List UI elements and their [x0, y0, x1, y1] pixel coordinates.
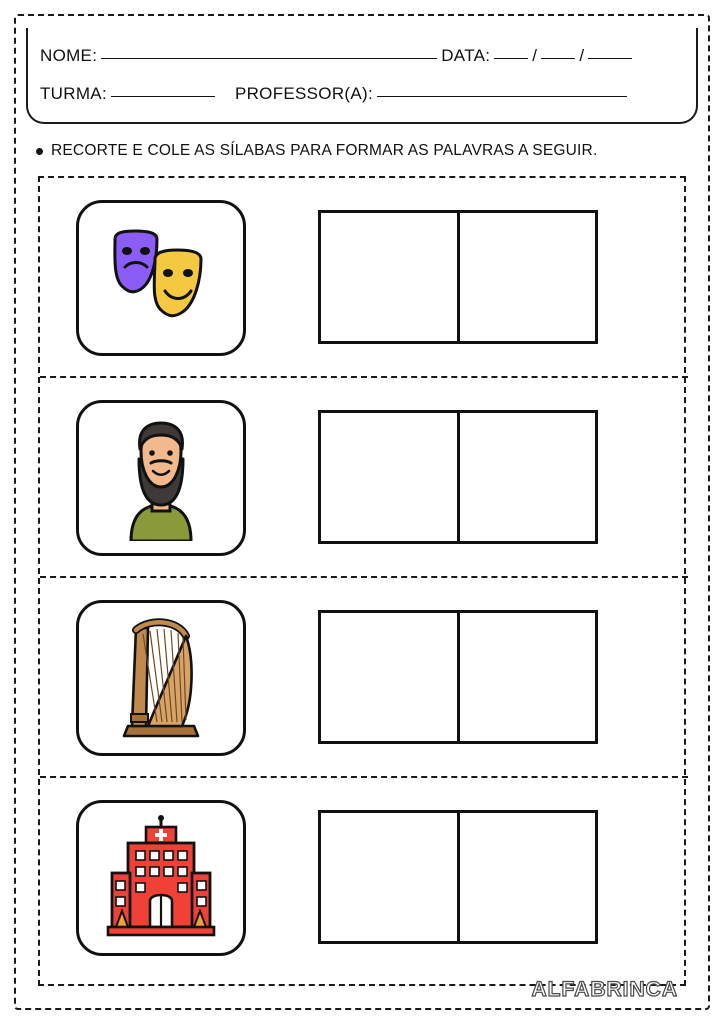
activity-row: [40, 178, 688, 378]
student-info-header: [26, 28, 698, 124]
activity-area: [38, 176, 686, 986]
syllable-box[interactable]: [318, 610, 460, 744]
bullet-icon: [36, 148, 43, 155]
picture-card: [76, 400, 246, 556]
header-row-nome-data: [40, 46, 688, 66]
syllable-box-group: [318, 610, 598, 744]
turma-label: TURMA:: [40, 84, 107, 103]
professor-label: PROFESSOR(A):: [234, 84, 373, 103]
instruction-text: RECORTE E COLE AS SÍLABAS PARA FORMAR AS PALAVRAS A SEGUIR.: [51, 142, 598, 159]
syllable-box-group: [318, 810, 598, 944]
instruction-line: [36, 142, 676, 160]
hospital-building-icon: [100, 815, 222, 941]
data-label: DATA:: [441, 46, 491, 65]
harp-icon: [102, 614, 220, 742]
header-row-turma-professor: [40, 84, 688, 104]
syllable-box[interactable]: [457, 810, 599, 944]
professor-input[interactable]: [377, 96, 627, 97]
nome-input[interactable]: [101, 58, 437, 59]
theater-masks-icon: [101, 223, 221, 333]
syllable-box[interactable]: [318, 410, 460, 544]
date-slash-2: /: [579, 46, 585, 65]
turma-input[interactable]: [111, 96, 215, 97]
picture-card: [76, 200, 246, 356]
data-month-input[interactable]: [541, 58, 575, 59]
bearded-man-icon: [101, 415, 221, 541]
syllable-box-group: [318, 410, 598, 544]
syllable-box[interactable]: [318, 210, 460, 344]
syllable-box[interactable]: [457, 610, 599, 744]
watermark-logo: ALFABRINCA: [531, 978, 678, 1001]
syllable-box[interactable]: [318, 810, 460, 944]
picture-card: [76, 600, 246, 756]
syllable-box-group: [318, 210, 598, 344]
syllable-box[interactable]: [457, 210, 599, 344]
activity-row: [40, 578, 688, 778]
nome-label: NOME:: [40, 46, 98, 65]
syllable-box[interactable]: [457, 410, 599, 544]
picture-card: [76, 800, 246, 956]
data-year-input[interactable]: [588, 58, 632, 59]
data-day-input[interactable]: [494, 58, 528, 59]
activity-row: [40, 378, 688, 578]
activity-row: [40, 778, 688, 978]
date-slash-1: /: [532, 46, 538, 65]
